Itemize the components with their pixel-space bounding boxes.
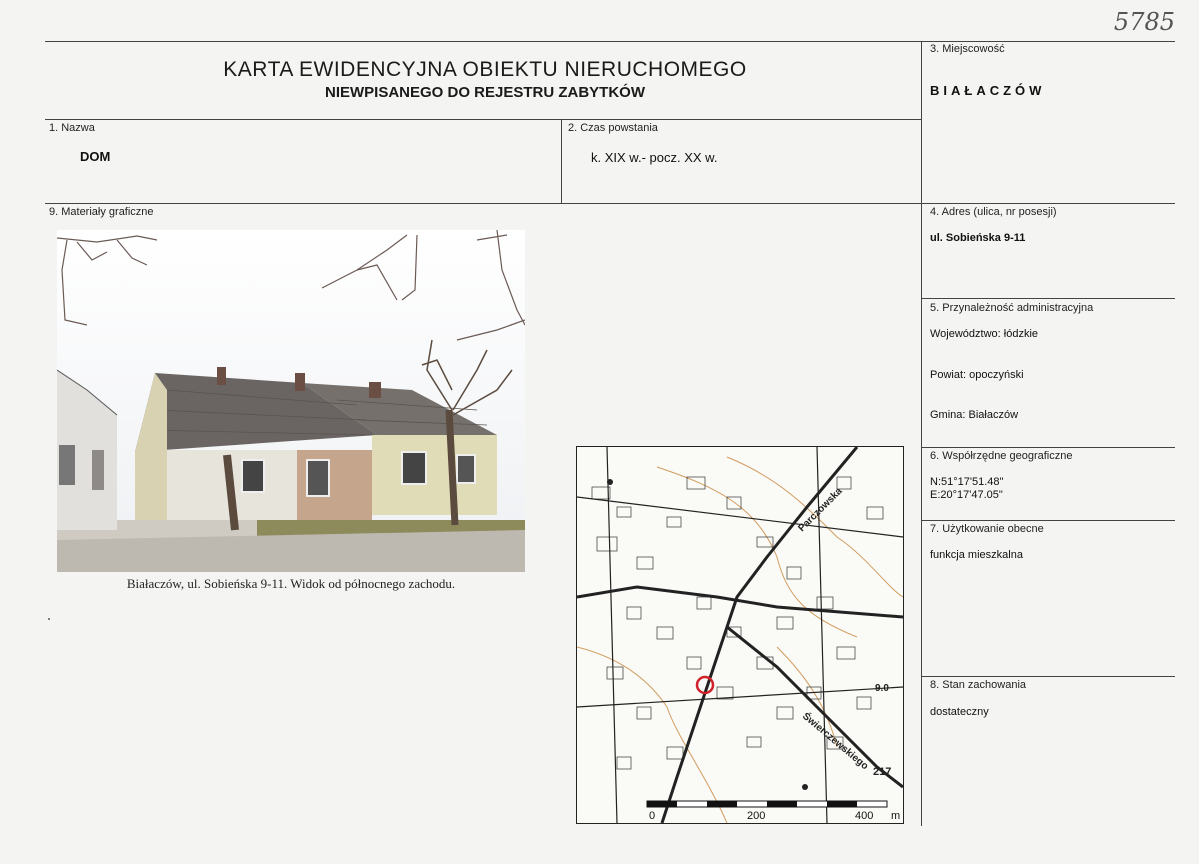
map-road-number: 217 — [873, 766, 892, 778]
field-value-miejscowosc: BIAŁACZÓW — [930, 83, 1046, 98]
speck — [48, 618, 50, 620]
field-value-wojewodztwo: Województwo: łódzkie — [930, 328, 1039, 340]
field-value-latitude: N:51°17'51.48" — [930, 476, 1004, 488]
field-value-adres: ul. Sobieńska 9-11 — [930, 232, 1026, 244]
field-value-gmina: Gmina: Białaczów — [930, 409, 1019, 421]
name-row-bottom-rule — [45, 203, 1175, 204]
field-value-powiat: Powiat: opoczyński — [930, 369, 1024, 381]
page-subtitle: NIEWPISANEGO DO REJESTRU ZABYTKÓW — [324, 84, 646, 101]
scale-label-400: 400 — [855, 810, 874, 822]
header-bottom-rule — [45, 119, 922, 120]
scale-label-0: 0 — [649, 810, 656, 822]
top-rule — [45, 41, 1175, 42]
scale-label-200: 200 — [747, 810, 766, 822]
right-column-divider — [921, 41, 922, 826]
field-label-wspolrzedne: 6. Współrzędne geograficzne — [930, 450, 1073, 462]
field-label-czas: 2. Czas powstania — [568, 122, 658, 134]
field-value-stan: dostateczny — [930, 706, 989, 718]
rule-6 — [922, 447, 1175, 448]
field-label-przynaleznosc: 5. Przynależność administracyjna — [930, 302, 1094, 314]
map-street-label-parczowska: Parczowska — [796, 485, 845, 535]
scale-label-unit: m — [891, 810, 901, 822]
handwritten-number: 5785 — [1113, 8, 1175, 36]
location-map — [576, 446, 904, 824]
building-photo — [57, 230, 525, 572]
field-label-materialy: 9. Materiały graficzne — [49, 206, 154, 218]
field-label-stan: 8. Stan zachowania — [930, 679, 1027, 691]
field-label-uzytkowanie: 7. Użytkowanie obecne — [930, 523, 1044, 535]
name-date-divider — [561, 120, 562, 203]
field-label-miejscowosc: 3. Miejscowość — [930, 43, 1005, 55]
field-value-uzytkowanie: funkcja mieszkalna — [930, 549, 1023, 561]
field-value-longitude: E:20°17'47.05" — [930, 489, 1003, 501]
rule-5 — [922, 298, 1175, 299]
field-label-adres: 4. Adres (ulica, nr posesji) — [930, 206, 1057, 218]
rule-8 — [922, 676, 1175, 677]
map-elevation: 9.0 — [875, 683, 889, 694]
page-title: KARTA EWIDENCYJNA OBIEKTU NIERUCHOMEGO — [223, 58, 747, 81]
map-street-label-swierczewskiego: Świerczewskiego — [800, 710, 871, 773]
field-label-nazwa: 1. Nazwa — [49, 122, 95, 134]
rule-7 — [922, 520, 1175, 521]
field-value-nazwa: DOM — [80, 149, 111, 164]
field-value-czas: k. XIX w.- pocz. XX w. — [591, 150, 718, 165]
photo-caption: Białaczów, ul. Sobieńska 9-11. Widok od północnego zachodu. — [126, 576, 456, 591]
